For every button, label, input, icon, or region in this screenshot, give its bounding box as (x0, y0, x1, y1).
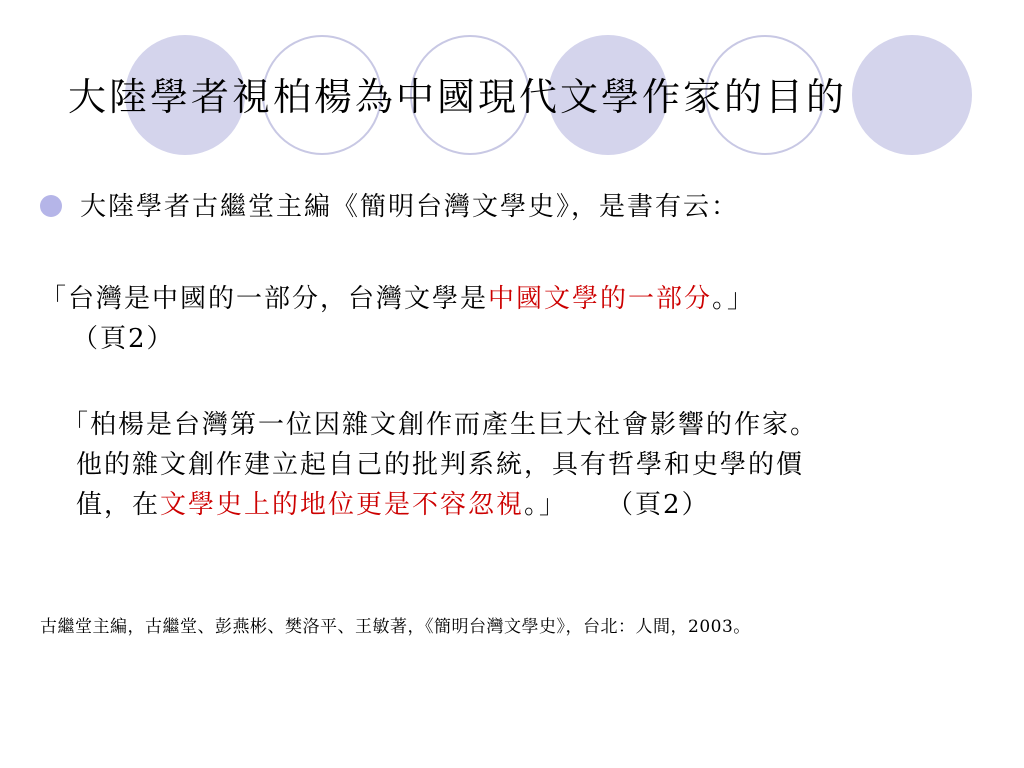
circle-decoration (852, 35, 972, 155)
quote-1 (40, 278, 755, 315)
quote-2-line-3 (76, 484, 710, 521)
quote-1-page: （頁2） (72, 324, 175, 354)
bullet-icon (40, 195, 62, 217)
slide-title: 大陸學者視柏楊為中國現代文學作家的目的 (68, 75, 848, 119)
quote-2-line-1: 「柏楊是台灣第一位因雜文創作而產生巨大社會影響的作家。 (62, 410, 819, 440)
quote-2-text: 值，在 (76, 490, 161, 520)
quote-2-line-2: 他的雜文創作建立起自己的批判系統，具有哲學和史學的價 (76, 450, 805, 480)
bullet-text: 大陸學者古繼堂主編《簡明台灣文學史》，是書有云： (80, 192, 740, 222)
quote-2-page: （頁2） (607, 490, 710, 520)
citation-footer: 古繼堂主編，古繼堂、彭燕彬、樊洛平、王敏著，《簡明台灣文學史》，台北：人間，2003。 (40, 617, 751, 637)
quote-2-end: 。」 (524, 490, 568, 520)
quote-1-end: 。」 (712, 284, 756, 314)
quote-2-highlight: 文學史上的地位更是不容忽視 (160, 490, 525, 520)
quote-1-text: 「台灣是中國的一部分，台灣文學是 (40, 284, 489, 314)
quote-1-highlight: 中國文學的一部分 (488, 284, 713, 314)
